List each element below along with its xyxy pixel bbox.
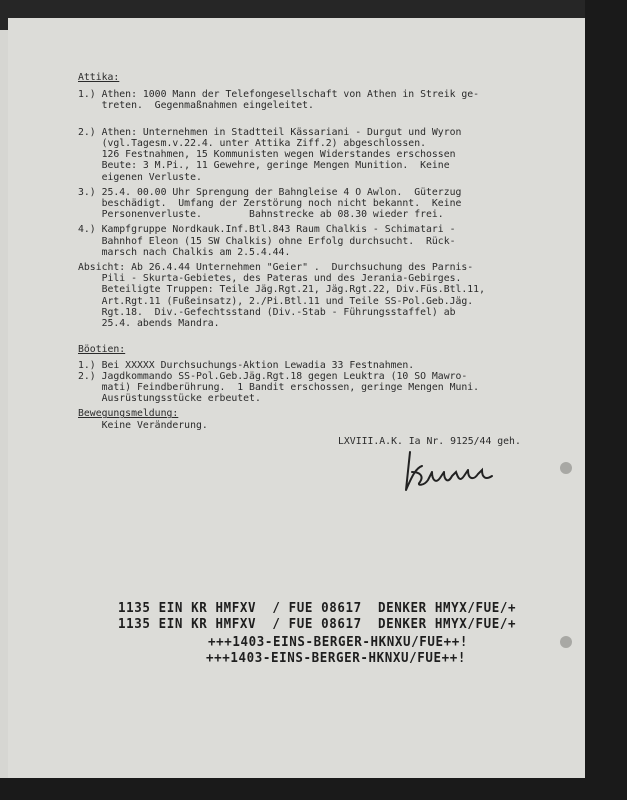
teleprinter-line-2: 1135 EIN KR HMFXV / FUE 08617 DENKER HMYX/FUE/+ xyxy=(118,615,517,632)
document-line: Pili - Skurta-Gebietes, des Pateras und des Jerania-Gebirges. xyxy=(78,273,462,285)
document-line: 4.) Kampfgruppe Nordkauk.Inf.Btl.843 Raum Chalkis - Schimatari - xyxy=(78,224,456,236)
document-line: 25.4. abends Mandra. xyxy=(78,318,220,329)
document-line: eigenen Verluste. xyxy=(78,171,202,183)
document-line: 2.) Athen: Unternehmen in Stadtteil Kässariani - Durgut und Wyron xyxy=(78,126,462,138)
document-line: Bewegungsmeldung: xyxy=(78,408,179,420)
scan-right-edge xyxy=(585,0,627,800)
document-line: Böotien: xyxy=(78,344,126,356)
document-line: Bahnhof Eleon (15 SW Chalkis) ohne Erfolg durchsucht. Rück- xyxy=(78,235,456,247)
document-line: (vgl.Tagesm.v.22.4. unter Attika Ziff.2) abgeschlossen. xyxy=(78,138,426,149)
document-line: Rgt.18. Div.-Gefechtsstand (Div.-Stab - Führungsstaffel) ab xyxy=(78,306,456,318)
document-line: mati) Feindberührung. 1 Bandit erschossen, geringe Mengen Muni. xyxy=(78,382,480,393)
handwritten-signature xyxy=(402,446,498,496)
teleprinter-line-4: +++1403-EINS-BERGER-HKNXU/FUE++! xyxy=(206,649,467,666)
reference-number: LXVIII.A.K. Ia Nr. 9125/44 geh. xyxy=(338,436,521,447)
document-line: 1.) Athen: 1000 Mann der Telefongesellschaft von Athen in Streik ge- xyxy=(78,89,480,101)
document-line: 3.) 25.4. 00.00 Uhr Sprengung der Bahngleise 4 O Awlon. Güterzug xyxy=(78,186,462,198)
document-line: Personenverluste. Bahnstrecke ab 08.30 wieder frei. xyxy=(78,209,444,221)
scan-bottom-edge xyxy=(0,778,627,800)
document-line: beschädigt. Umfang der Zerstörung noch nicht bekannt. Keine xyxy=(78,198,462,209)
document-line: 1.) Bei XXXXX Durchsuchungs-Aktion Lewadia 33 Festnahmen. xyxy=(78,359,415,371)
teleprinter-line-3: +++1403-EINS-BERGER-HKNXU/FUE++! xyxy=(208,633,469,650)
document-line: 126 Festnahmen, 15 Kommunisten wegen Widerstandes erschossen xyxy=(78,149,456,161)
document-line: Keine Veränderung. xyxy=(78,419,208,431)
document-line: Absicht: Ab 26.4.44 Unternehmen "Geier" . Durchsuchung des Parnis- xyxy=(78,262,474,273)
document-line: Art.Rgt.11 (Fußeinsatz), 2./Pi.Btl.11 und Teile SS-Pol.Geb.Jäg. xyxy=(78,295,474,307)
document-line: treten. Gegenmaßnahmen eingeleitet. xyxy=(78,100,314,112)
document-line: Beteiligte Truppen: Teile Jäg.Rgt.21, Jäg.Rgt.22, Div.Füs.Btl.11, xyxy=(78,284,485,296)
punch-hole-icon xyxy=(560,636,572,648)
document-line: Attika: xyxy=(78,72,120,83)
teleprinter-line-1: 1135 EIN KR HMFXV / FUE 08617 DENKER HMYX/FUE/+ xyxy=(118,599,517,616)
document-line: marsch nach Chalkis am 2.5.4.44. xyxy=(78,246,291,258)
document-line: Ausrüstungsstücke erbeutet. xyxy=(78,393,261,405)
document-line: 2.) Jagdkommando SS-Pol.Geb.Jäg.Rgt.18 gegen Leuktra (10 SO Mawro- xyxy=(78,370,468,382)
punch-hole-icon xyxy=(560,462,572,474)
document-line: Beute: 3 M.Pi., 11 Gewehre, geringe Mengen Munition. Keine xyxy=(78,160,450,172)
